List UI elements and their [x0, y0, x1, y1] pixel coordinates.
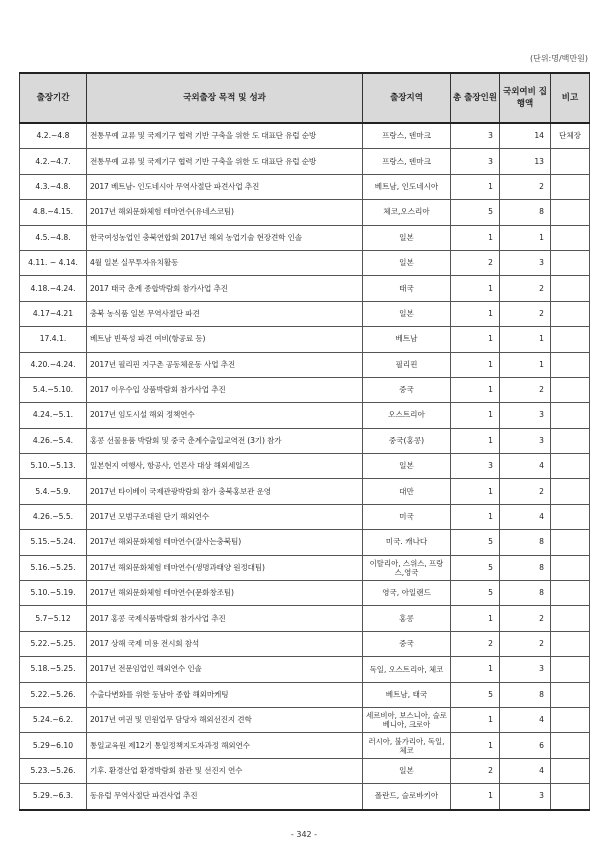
- header-region: 출장지역: [363, 73, 451, 123]
- region-cell: 영국, 아일랜드: [363, 581, 451, 606]
- period-cell: 4.26.~5.4.: [20, 428, 87, 453]
- table-row: [20, 733, 590, 758]
- region-cell: 베트남: [363, 327, 451, 352]
- period-cell: 4.5.~4.8.: [20, 225, 87, 250]
- purpose-cell: 통일교육원 제12기 통일정책지도자과정 해외연수: [87, 733, 363, 758]
- region-cell: 러시아, 불가리아, 독일, 체코: [363, 733, 451, 758]
- expense-cell: 3: [500, 250, 551, 275]
- period-cell: 4.20.~4.24.: [20, 352, 87, 377]
- expense-cell: 8: [500, 581, 551, 606]
- table-row: [20, 530, 590, 555]
- note-cell: [551, 733, 590, 758]
- purpose-cell: 2017년 해외문화체험 테마연수(문화창조팀): [87, 581, 363, 606]
- table-row: [20, 555, 590, 580]
- note-cell: [551, 428, 590, 453]
- header-period: 출장기간: [20, 73, 87, 123]
- region-cell: 체코,오스리아: [363, 200, 451, 225]
- purpose-cell: 2017년 필리핀 지구촌 공동체운동 사업 추진: [87, 352, 363, 377]
- expense-cell: 3: [500, 403, 551, 428]
- people-cell: 1: [451, 301, 500, 326]
- note-cell: [551, 225, 590, 250]
- expense-cell: 2: [500, 479, 551, 504]
- note-cell: [551, 657, 590, 682]
- header-purpose: 국외출장 목적 및 성과: [87, 73, 363, 123]
- note-cell: [551, 250, 590, 275]
- people-cell: 1: [451, 784, 500, 810]
- expense-cell: 14: [500, 123, 551, 149]
- people-cell: 3: [451, 149, 500, 174]
- table-row: [20, 631, 590, 656]
- table-row: [20, 327, 590, 352]
- period-cell: 5.29.~6.3.: [20, 784, 87, 810]
- expense-cell: 4: [500, 758, 551, 783]
- header-people: 총 출장인원: [451, 73, 500, 123]
- expense-cell: 13: [500, 149, 551, 174]
- note-cell: [551, 758, 590, 783]
- period-cell: 5.10.~5.13.: [20, 454, 87, 479]
- overseas-trip-table: [19, 72, 590, 811]
- region-cell: 중국: [363, 631, 451, 656]
- period-cell: 4.2.~4.8: [20, 123, 87, 149]
- note-cell: [551, 377, 590, 402]
- region-cell: 일본: [363, 758, 451, 783]
- people-cell: 1: [451, 428, 500, 453]
- note-cell: [551, 301, 590, 326]
- table-row: [20, 301, 590, 326]
- people-cell: 2: [451, 631, 500, 656]
- region-cell: 프랑스, 덴마크: [363, 123, 451, 149]
- table-row: [20, 200, 590, 225]
- region-cell: 일본: [363, 301, 451, 326]
- note-cell: [551, 403, 590, 428]
- people-cell: 1: [451, 606, 500, 631]
- purpose-cell: 수출다변화를 위한 동남아 종합 해외마케팅: [87, 682, 363, 707]
- table-row: [20, 250, 590, 275]
- note-cell: [551, 504, 590, 529]
- region-cell: 일본: [363, 225, 451, 250]
- expense-cell: 8: [500, 200, 551, 225]
- table-row: [20, 428, 590, 453]
- expense-cell: 4: [500, 454, 551, 479]
- expense-cell: 2: [500, 276, 551, 301]
- people-cell: 1: [451, 657, 500, 682]
- purpose-cell: 2017 홍콩 국제식품박람회 참가사업 추진: [87, 606, 363, 631]
- expense-cell: 3: [500, 784, 551, 810]
- people-cell: 5: [451, 682, 500, 707]
- period-cell: 5.4.~5.9.: [20, 479, 87, 504]
- people-cell: 1: [451, 733, 500, 758]
- purpose-cell: 2017년 해외문화체험 테마연수(잘사는충북팀): [87, 530, 363, 555]
- region-cell: 프랑스, 덴마크: [363, 149, 451, 174]
- region-cell: 필리핀: [363, 352, 451, 377]
- table-row: [20, 454, 590, 479]
- table-row: [20, 758, 590, 783]
- expense-cell: 4: [500, 504, 551, 529]
- region-cell: 베트남, 인도네시아: [363, 174, 451, 199]
- people-cell: 1: [451, 276, 500, 301]
- region-cell: 홍콩: [363, 606, 451, 631]
- table-row: [20, 276, 590, 301]
- table-row: [20, 784, 590, 810]
- table-row: [20, 682, 590, 707]
- people-cell: 5: [451, 530, 500, 555]
- people-cell: 1: [451, 504, 500, 529]
- region-cell: 중국(홍콩): [363, 428, 451, 453]
- period-cell: 5.18.~5.25.: [20, 657, 87, 682]
- period-cell: 4.18.~4.24.: [20, 276, 87, 301]
- expense-cell: 1: [500, 225, 551, 250]
- period-cell: 4.11. ~ 4.14.: [20, 250, 87, 275]
- region-cell: 일본: [363, 250, 451, 275]
- table-row: [20, 352, 590, 377]
- region-cell: 오스트리아: [363, 403, 451, 428]
- header-expense: 국외여비 집행액: [500, 73, 551, 123]
- purpose-cell: 홍콩 선물용품 박람회 및 중국 춘계수출입교역전 (3기) 참가: [87, 428, 363, 453]
- note-cell: [551, 174, 590, 199]
- note-cell: [551, 479, 590, 504]
- period-cell: 5.15.~5.24.: [20, 530, 87, 555]
- purpose-cell: 2017 이우수입 상품박람회 참가사업 추진: [87, 377, 363, 402]
- expense-cell: 2: [500, 301, 551, 326]
- note-cell: [551, 555, 590, 580]
- expense-cell: 8: [500, 530, 551, 555]
- period-cell: 5.7~5.12: [20, 606, 87, 631]
- purpose-cell: 한국여성농업인 충북연합회 2017년 해외 농업기술 현장견학 인솔: [87, 225, 363, 250]
- table-row: [20, 657, 590, 682]
- note-cell: [551, 784, 590, 810]
- people-cell: 1: [451, 225, 500, 250]
- expense-cell: 6: [500, 733, 551, 758]
- purpose-cell: 베트남 빈푹성 파견 여비(항공료 등): [87, 327, 363, 352]
- people-cell: 3: [451, 123, 500, 149]
- period-cell: 17.4.1.: [20, 327, 87, 352]
- region-cell: 세르비아, 보스니아, 슬로베니아, 크로아: [363, 707, 451, 732]
- table-row: [20, 606, 590, 631]
- purpose-cell: 2017년 임도시설 해외 정책연수: [87, 403, 363, 428]
- people-cell: 1: [451, 403, 500, 428]
- region-cell: 이탈리아, 스위스, 프랑스,영국: [363, 555, 451, 580]
- note-cell: [551, 454, 590, 479]
- note-cell: 단체장: [551, 123, 590, 149]
- table-row: [20, 377, 590, 402]
- people-cell: 2: [451, 758, 500, 783]
- purpose-cell: 2017년 모범구조대원 단기 해외연수: [87, 504, 363, 529]
- purpose-cell: 동유럽 무역사절단 파견사업 추진: [87, 784, 363, 810]
- note-cell: [551, 276, 590, 301]
- people-cell: 1: [451, 707, 500, 732]
- note-cell: [551, 707, 590, 732]
- people-cell: 1: [451, 174, 500, 199]
- note-cell: [551, 581, 590, 606]
- purpose-cell: 4월 일본 실무투자유치활동: [87, 250, 363, 275]
- people-cell: 3: [451, 454, 500, 479]
- expense-cell: 8: [500, 682, 551, 707]
- header-row: [20, 73, 590, 123]
- note-cell: [551, 631, 590, 656]
- purpose-cell: 2017 베트남- 인도네시아 무역사절단 파견사업 추진: [87, 174, 363, 199]
- purpose-cell: 2017년 타이베이 국제관광박람회 참가 충북홍보관 운영: [87, 479, 363, 504]
- table-row: [20, 174, 590, 199]
- note-cell: [551, 682, 590, 707]
- region-cell: 독일, 오스트리아, 체코: [363, 657, 451, 682]
- table-row: [20, 707, 590, 732]
- note-cell: [551, 606, 590, 631]
- people-cell: 5: [451, 581, 500, 606]
- purpose-cell: 일본현지 여행사, 항공사, 언론사 대상 해외세일즈: [87, 454, 363, 479]
- note-cell: [551, 200, 590, 225]
- period-cell: 4.3.~4.8.: [20, 174, 87, 199]
- purpose-cell: 전통무예 교류 및 국제기구 협력 기반 구축을 위한 도 대표단 유럽 순방: [87, 123, 363, 149]
- table-row: [20, 149, 590, 174]
- expense-cell: 2: [500, 174, 551, 199]
- people-cell: 1: [451, 352, 500, 377]
- purpose-cell: 전통무예 교류 및 국제기구 협력 기반 구축을 위한 도 대표단 유럽 순방: [87, 149, 363, 174]
- expense-cell: 1: [500, 327, 551, 352]
- expense-cell: 8: [500, 555, 551, 580]
- period-cell: 4.24.~5.1.: [20, 403, 87, 428]
- table-row: [20, 479, 590, 504]
- note-cell: [551, 352, 590, 377]
- period-cell: 5.22.~5.25.: [20, 631, 87, 656]
- people-cell: 2: [451, 250, 500, 275]
- period-cell: 4.2.~4.7.: [20, 149, 87, 174]
- table-row: [20, 123, 590, 149]
- expense-cell: 3: [500, 657, 551, 682]
- purpose-cell: 충북 농식품 일본 무역사절단 파견: [87, 301, 363, 326]
- region-cell: 폴란드, 슬로바키아: [363, 784, 451, 810]
- period-cell: 5.16.~5.25.: [20, 555, 87, 580]
- expense-cell: 4: [500, 707, 551, 732]
- purpose-cell: 기후. 환경산업 환경박람회 참관 및 선진지 연수: [87, 758, 363, 783]
- period-cell: 5.22.~5.26.: [20, 682, 87, 707]
- region-cell: 태국: [363, 276, 451, 301]
- note-cell: [551, 149, 590, 174]
- purpose-cell: 2017년 여권 및 민원업무 담당자 해외선진지 견학: [87, 707, 363, 732]
- period-cell: 4.17~4.21: [20, 301, 87, 326]
- note-cell: [551, 530, 590, 555]
- period-cell: 5.29~6.10: [20, 733, 87, 758]
- region-cell: 미국. 캐나다: [363, 530, 451, 555]
- purpose-cell: 2017 상해 국제 미용 전시회 참석: [87, 631, 363, 656]
- purpose-cell: 2017년 해외문화체험 테마연수(생명과태양 원정대팀): [87, 555, 363, 580]
- expense-cell: 2: [500, 631, 551, 656]
- period-cell: 5.4.~5.10.: [20, 377, 87, 402]
- people-cell: 1: [451, 479, 500, 504]
- period-cell: 5.23.~5.26.: [20, 758, 87, 783]
- expense-cell: 1: [500, 352, 551, 377]
- table-row: [20, 581, 590, 606]
- table-row: [20, 403, 590, 428]
- table-row: [20, 225, 590, 250]
- purpose-cell: 2017년 전문임업인 해외연수 인솔: [87, 657, 363, 682]
- table-row: [20, 504, 590, 529]
- people-cell: 5: [451, 555, 500, 580]
- purpose-cell: 2017년 해외문화체험 테마연수(유네스코팀): [87, 200, 363, 225]
- purpose-cell: 2017 태국 춘계 종합박람회 참가사업 추진: [87, 276, 363, 301]
- page-number: - 342 -: [290, 830, 318, 839]
- expense-cell: 3: [500, 428, 551, 453]
- period-cell: 5.10.~5.19.: [20, 581, 87, 606]
- region-cell: 일본: [363, 454, 451, 479]
- header-note: 비고: [551, 73, 590, 123]
- people-cell: 5: [451, 200, 500, 225]
- region-cell: 대만: [363, 479, 451, 504]
- region-cell: 중국: [363, 377, 451, 402]
- people-cell: 1: [451, 377, 500, 402]
- expense-cell: 2: [500, 606, 551, 631]
- region-cell: 베트남, 태국: [363, 682, 451, 707]
- unit-note: (단위:명/백만원): [529, 54, 588, 63]
- period-cell: 5.24.~6.2.: [20, 707, 87, 732]
- expense-cell: 2: [500, 377, 551, 402]
- region-cell: 미국: [363, 504, 451, 529]
- people-cell: 1: [451, 327, 500, 352]
- period-cell: 4.26.~5.5.: [20, 504, 87, 529]
- period-cell: 4.8.~4.15.: [20, 200, 87, 225]
- note-cell: [551, 327, 590, 352]
